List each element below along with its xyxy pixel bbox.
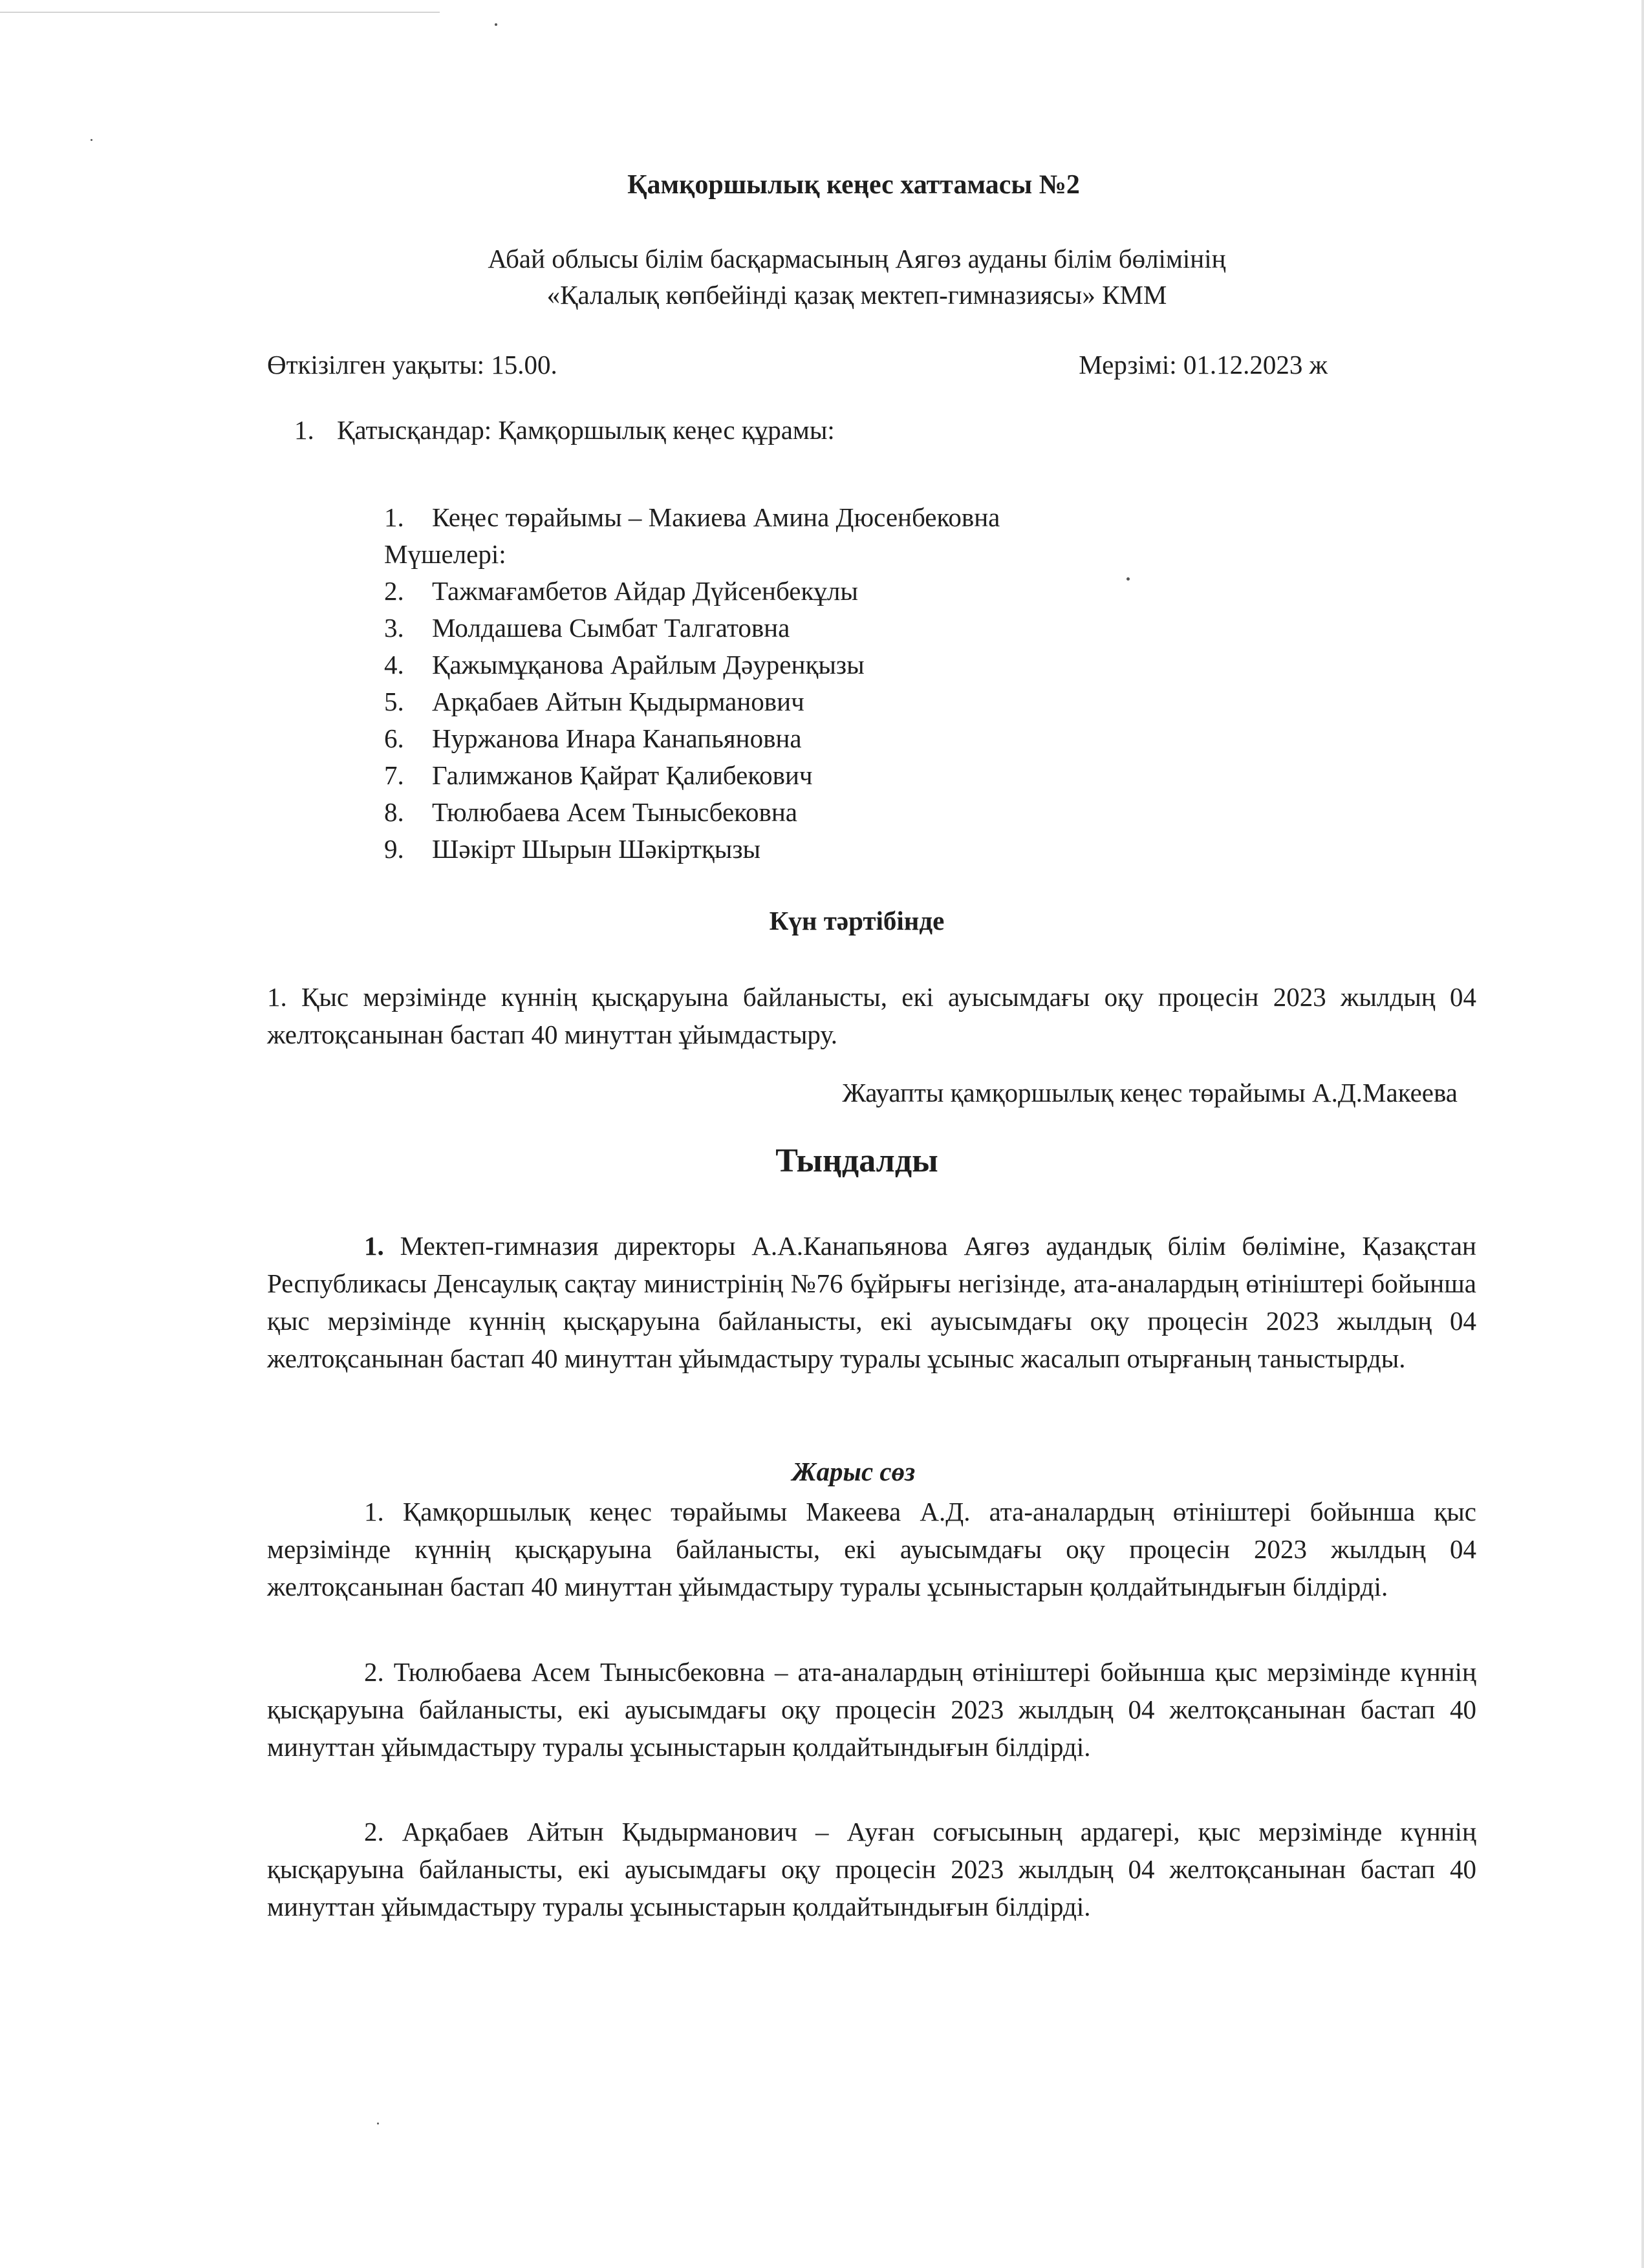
- heard-number: 1.: [364, 1231, 384, 1261]
- member-number: 1.: [384, 502, 404, 532]
- list-item: [384, 647, 1000, 683]
- heard-paragraph: [267, 1227, 1476, 1377]
- scan-artifact-dot: [495, 23, 497, 26]
- list-item: [384, 573, 1000, 610]
- heard-heading: Тыңдалды: [775, 1142, 938, 1179]
- scan-artifact-dot: [1126, 577, 1130, 581]
- member-number: 2.: [384, 576, 404, 606]
- agenda-responsible: Жауапты қамқоршылық кеңес төрайымы А.Д.Макеева: [842, 1078, 1458, 1107]
- member-number: 3.: [384, 613, 404, 643]
- organization-line-1: Абай облысы білім басқармасының Аягөз ауданы білім бөлімінің: [488, 244, 1226, 273]
- members-label: Мүшелері:: [384, 539, 506, 569]
- agenda-heading: Күн тәртібінде: [769, 906, 945, 936]
- list-item: [384, 757, 1000, 794]
- member-name: Арқабаев Айтын Қыдырманович: [432, 687, 804, 716]
- participants-heading: [294, 414, 835, 445]
- scan-artifact-dot: [91, 139, 92, 141]
- organization-line-2: «Қалалық көпбейінді қазақ мектеп-гимназиясы» КММ: [546, 280, 1167, 310]
- meeting-time: Өткізілген уақыты: 15.00.: [267, 350, 557, 380]
- chair-name: Кеңес төрайымы – Макиева Амина Дюсенбековна: [432, 502, 1000, 532]
- heard-text: Мектеп-гимназия директоры А.А.Канапьянова Аягөз аудандық білім бөліміне, Қазақстан Республикасы Денсаулық сақтау министрінің №76 бұйрығы негізінде, ата-аналардың өтініштері бойынша қыс мерзімінде күннің қысқаруына байланысты, екі ауысымдағы оқу процесін 2023 жылдың 04 желтоқсанынан бастап 40 минуттан ұйымдастыру туралы ұсыныс жасалып отырғаның таныстырды.: [267, 1231, 1476, 1373]
- member-name: Тажмағамбетов Айдар Дүйсенбекұлы: [432, 576, 858, 606]
- document-title: Қамқоршылық кеңес хаттамасы №2: [627, 170, 1080, 200]
- debate-item: 2. Тюлюбаева Асем Тынысбековна – ата-аналардың өтініштері бойынша қыс мерзімінде күннің қысқаруына байланысты, екі ауысымдағы оқу процесін 2023 жылдың 04 желтоқсанынан бастап 40 минуттан ұйымдастыру туралы ұсыныстарын қолдайтындығын білдірді.: [267, 1657, 1476, 1762]
- list-item: [384, 610, 1000, 647]
- participants-number: 1.: [294, 415, 314, 445]
- agenda-item: 1. Қыс мерзімінде күннің қысқаруына байланысты, екі ауысымдағы оқу процесін 2023 жылдың 04 желтоқсанынан бастап 40 минуттан ұйымдастыру.: [267, 982, 1476, 1049]
- member-name: Шәкірт Шырын Шәкіртқызы: [432, 834, 761, 864]
- member-number: 8.: [384, 797, 404, 827]
- member-name: Нуржанова Инара Канапьяновна: [432, 723, 802, 753]
- scan-artifact-dot: [377, 2123, 379, 2124]
- list-item: [384, 683, 1000, 720]
- member-number: 6.: [384, 723, 404, 753]
- debate-item: 2. Арқабаев Айтын Қыдырманович – Ауған соғысының ардагері, қыс мерзімінде күннің қысқаруына байланысты, екі ауысымдағы оқу процесін 2023 жылдың 04 желтоқсанынан бастап 40 минуттан ұйымдастыру туралы ұсыныстарын қолдайтындығын білдірді.: [267, 1817, 1476, 1921]
- member-number: 9.: [384, 834, 404, 864]
- debate-heading: Жарыс сөз: [792, 1457, 916, 1486]
- participants-heading-text: Қатысқандар: Қамқоршылық кеңес құрамы:: [337, 415, 835, 445]
- scan-artifact-edge: [1641, 0, 1644, 2268]
- list-item: [384, 499, 1000, 536]
- scan-artifact-line: [0, 12, 440, 13]
- member-name: Молдашева Сымбат Талгатовна: [432, 613, 790, 643]
- member-name: Галимжанов Қайрат Қалибекович: [432, 760, 813, 790]
- list-item: [384, 831, 1000, 868]
- member-name: Тюлюбаева Асем Тынысбековна: [432, 797, 797, 827]
- member-number: 5.: [384, 687, 404, 716]
- debate-item: 1. Қамқоршылық кеңес төрайымы Макеева А.Д. ата-аналардың өтініштері бойынша қыс мерзімінде күннің қысқаруына байланысты, екі ауысымдағы оқу процесін 2023 жылдың 04 желтоқсанынан бастап 40 минуттан ұйымдастыру туралы ұсыныстарын қолдайтындығын білдірді.: [267, 1497, 1476, 1601]
- list-item: [384, 794, 1000, 831]
- members-list: [384, 499, 1000, 868]
- list-item: [384, 720, 1000, 757]
- meeting-date: Мерзімі: 01.12.2023 ж: [1079, 350, 1328, 380]
- member-number: 4.: [384, 650, 404, 679]
- member-number: 7.: [384, 760, 404, 790]
- member-name: Қажымұқанова Арайлым Дәуренқызы: [432, 650, 865, 679]
